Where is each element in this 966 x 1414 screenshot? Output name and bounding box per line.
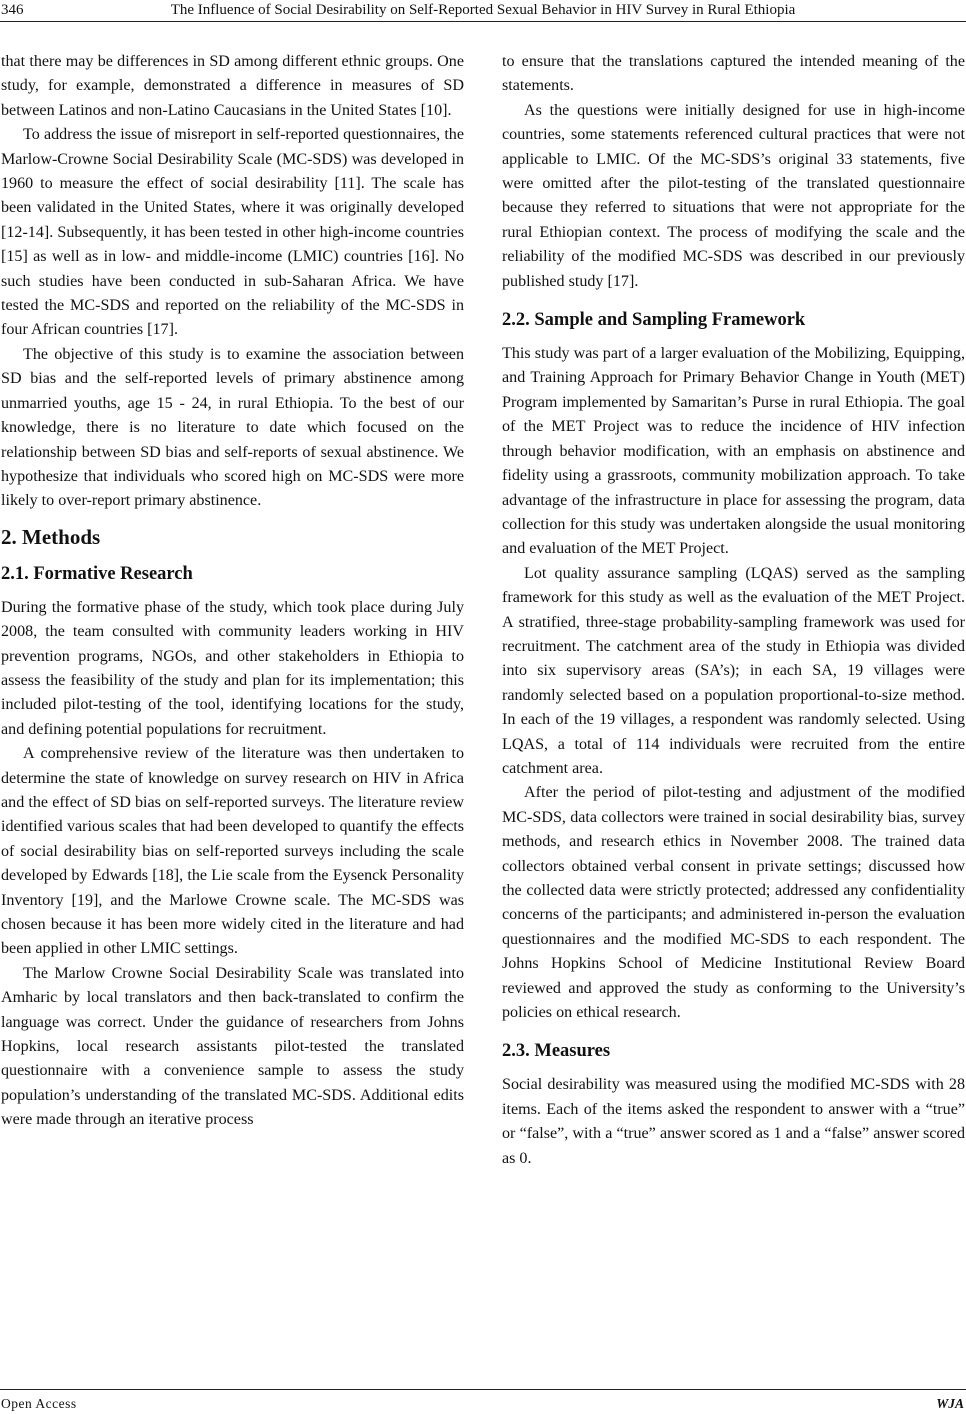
running-header <box>0 0 966 22</box>
paragraph-mcsds: To address the issue of misreport in self-reported questionnaires, the Marlow-Crowne Social Desirability Scale (MC-SDS) was developed in 1960 to measure the effect of social desirability [11]. The scale has been validated in the United States, where it was originally developed [12-14]. Subsequently, it has been tested in other high-income countries [15] as well as in low- and middle-income (LMIC) countries [16]. No such studies have been conducted in sub-Saharan Africa. We have tested the MC-SDS and reported on the reliability of the MC-SDS in four African countries [17]. <box>1 126 464 339</box>
heading-sample-framework: 2.2. Sample and Sampling Framework <box>502 310 806 331</box>
paragraph-objective: The objective of this study is to examine the association between SD bias and the self-reported levels of primary abstinence among unmarried youths, age 15 - 24, in rural Ethiopia. To the best of our knowledge, there is no literature to date which focused on the relationship between SD bias and self-reports of sexual abstinence. We hypothesize that individuals who scored high on MC-SDS were more likely to over-report primary abstinence. <box>1 345 464 510</box>
left-column <box>1 50 464 1133</box>
heading-formative-research: 2.1. Formative Research <box>1 563 193 584</box>
paragraph-pilot-training: After the period of pilot-testing and adjustment of the modified MC-SDS, data collectors were trained in social desirability bias, survey methods, and research ethics in November 2008. The trained data collectors obtained verbal consent in private settings; discussed how the collected data were strictly protected; addressed any confidentiality concerns of the participants; and administered in-person the evaluation questionnaires and the modified MC-SDS to each respondent. The Johns Hopkins School of Medicine Institutional Review Board reviewed and approved the study as conforming to the University’s policies on ethical research. <box>502 784 965 1022</box>
paragraph-questions: As the questions were initially designed for use in high-income countries, some statements referenced cultural practices that were not applicable to LMIC. Of the MC-SDS’s original 33 statements, five were omitted after the pilot-testing of the translated questionnaire because they referred to situations that were not appropriate for the rural Ethiopian context. The process of modifying the scale and the reliability of the modified MC-SDS was described in our previously published study [17]. <box>502 101 965 290</box>
paragraph-sample: This study was part of a larger evaluation of the Mobilizing, Equipping, and Training Approach for Primary Behavior Change in Youth (MET) Program implemented by Samaritan’s Purse in rural Ethiopia. The goal of the MET Project was to reduce the incidence of HIV infection through behavior modification, with an emphasis on abstinence and fidelity using a grassroots, community mobilization approach. To take advantage of the infrastructure in place for assessing the program, data collection for this study was undertaken alongside the usual monitoring and evaluation of the MET Project. <box>502 345 965 558</box>
header-rule <box>0 21 966 22</box>
paragraph-measures: Social desirability was measured using the modified MC-SDS with 28 items. Each of the items asked the respondent to answer with a “true” or “false”, with a “true” answer scored as 1 and a “false” answer scored as 0. <box>502 1076 965 1167</box>
page-footer <box>0 1393 966 1413</box>
journal-abbreviation: WJA <box>936 1396 964 1411</box>
open-access-label: Open Access <box>1 1396 77 1411</box>
running-title: The Influence of Social Desirability on Self-Reported Sexual Behavior in HIV Survey in Rural Ethiopia <box>170 2 796 18</box>
paragraph-formative: During the formative phase of the study, which took place during July 2008, the team consulted with community leaders working in HIV prevention programs, NGOs, and other stakeholders in Ethiopia to assess the feasibility of the study and plan for its implementation; this included pilot-testing of the tool, identifying locations for the study, and defining potential populations for recruitment. <box>1 598 464 738</box>
footer-rule <box>0 1389 966 1390</box>
heading-methods: 2. Methods <box>1 524 101 549</box>
paragraph-lqas: Lot quality assurance sampling (LQAS) served as the sampling framework for this study as well as the evaluation of the MET Project. A stratified, three-stage probability-sampling framework was used for recruitment. The catchment area of the study in Ethiopia was divided into six supervisory areas (SA’s); in each SA, 19 villages were randomly selected based on a population proportional-to-size method. In each of the 19 villages, a respondent was randomly selected. Using LQAS, a total of 114 individuals were recruited from the entire catchment area. <box>502 564 965 777</box>
paragraph-translation: The Marlow Crowne Social Desirability Scale was translated into Amharic by local translators and then back-translated to confirm the language was correct. Under the guidance of researchers from Johns Hopkins, local research assistants pilot-tested the translated questionnaire with a convenience sample to assess the study population’s understanding of the translated MC-SDS. Additional edits were made through an iterative process <box>1 964 464 1129</box>
heading-measures: 2.3. Measures <box>502 1041 611 1062</box>
right-column <box>502 50 965 1171</box>
paragraph-continued: to ensure that the translations captured the intended meaning of the statements. <box>502 53 965 95</box>
page-number: 346 <box>1 2 24 18</box>
paragraph-continued: that there may be differences in SD among different ethnic groups. One study, for example, demonstrated a difference in measures of SD between Latinos and non-Latino Caucasians in the United States [10]. <box>1 53 464 119</box>
paragraph-literature-review: A comprehensive review of the literature was then undertaken to determine the state of knowledge on survey research on HIV in Africa and the effect of SD bias on self-reported surveys. The literature review identified various scales that had been developed to quantify the effects of social desirability bias on self-reported surveys including the scale developed by Edwards [18], the Lie scale from the Eysenck Personality Inventory [19], and the Marlowe Crowne scale. The MC-SDS was chosen because it has been more widely cited in the literature and had been applied in other LMIC settings. <box>1 745 464 958</box>
